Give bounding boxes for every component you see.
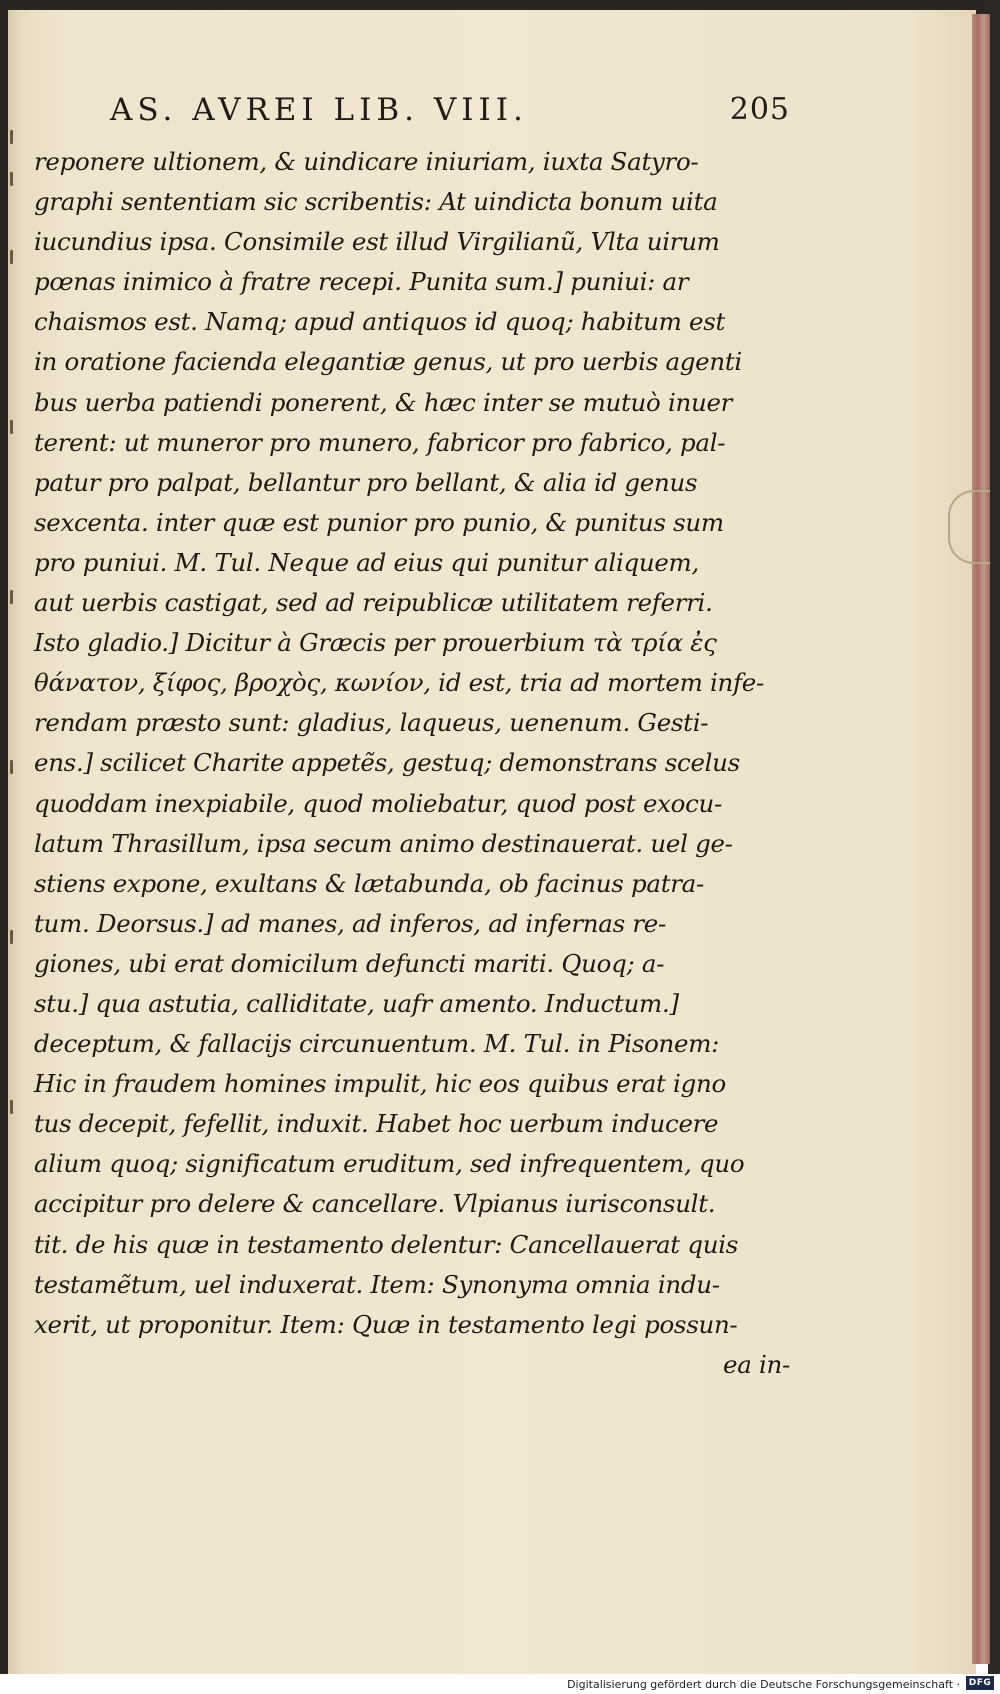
- body-text: [34, 142, 794, 1385]
- text-line: latum Thrasillum, ipsa secum animo destinauerat. uel ge-: [34, 828, 733, 858]
- text-line: chaismos est. Namq; apud antiquos id quoq; habitum est: [34, 307, 726, 337]
- gutter-mark: [10, 590, 13, 604]
- text-line: iucundius ipsa. Consimile est illud Virgilianũ, Vlta uirum: [34, 227, 720, 257]
- text-line: graphi sententiam sic scribentis: At uindicta bonum uita: [34, 187, 718, 217]
- text-line: bus uerba patiendi ponerent, & hæc inter se mutuò inuer: [34, 387, 733, 417]
- text-line: quoddam inexpiabile, quod moliebatur, quod post exocu-: [34, 788, 723, 818]
- dfg-logo: DFG: [966, 1676, 994, 1690]
- gutter-mark: [10, 930, 13, 944]
- catchword: ea in-: [723, 1349, 790, 1379]
- text-line: pro puniui. M. Tul. Neque ad eius qui punitur aliquem,: [34, 547, 699, 577]
- gutter-mark: [10, 250, 13, 264]
- text-line: ens.] scilicet Charite appetẽs, gestuq; demonstrans scelus: [34, 748, 740, 778]
- running-head: AS. AVREI LIB. VIII.: [110, 92, 528, 128]
- page-fore-edge: [972, 14, 990, 1664]
- text-line: aut uerbis castigat, sed ad reipublicæ utilitatem referri.: [34, 588, 713, 618]
- text-line: tit. de his quæ in testamento delentur: Cancellauerat quis: [34, 1229, 738, 1259]
- text-line: in oratione facienda elegantiæ genus, ut pro uerbis agenti: [34, 347, 742, 377]
- text-line: θάνατον, ξίφος, βροχὸς, κωνίον, id est, tria ad mortem infe-: [34, 668, 764, 698]
- text-line: tum. Deorsus.] ad manes, ad inferos, ad infernas re-: [34, 908, 666, 938]
- text-line: xerit, ut proponitur. Item: Quæ in testamento legi possun-: [34, 1309, 738, 1339]
- text-line: Isto gladio.] Dicitur à Græcis per prouerbium τὰ τρία ἐς: [34, 628, 717, 658]
- text-line: rendam præsto sunt: gladius, laqueus, uenenum. Gesti-: [34, 708, 709, 738]
- text-line: tus decepit, fefellit, induxit. Habet hoc uerbum inducere: [34, 1109, 719, 1139]
- gutter-mark: [10, 172, 13, 186]
- gutter-binding-marks: [8, 120, 20, 1320]
- text-line: pœnas inimico à fratre recepi. Punita sum.] puniui: ar: [34, 267, 689, 297]
- gutter-mark: [10, 760, 13, 774]
- gutter-mark: [10, 1100, 13, 1114]
- clasp-impression: [948, 490, 990, 564]
- text-line: testamẽtum, uel induxerat. Item: Synonyma omnia indu-: [34, 1269, 720, 1299]
- gutter-mark: [10, 130, 13, 144]
- text-line: Hic in fraudem homines impulit, hic eos quibus erat igno: [34, 1069, 726, 1099]
- funding-note: Digitalisierung gefördert durch die Deutsche Forschungsgemeinschaft ·: [567, 1678, 960, 1691]
- text-line: deceptum, & fallacijs circunuentum. M. Tul. in Pisonem:: [34, 1029, 720, 1059]
- gutter-mark: [10, 420, 13, 434]
- page-number: 205: [729, 92, 790, 127]
- text-line: giones, ubi erat domicilum defuncti mariti. Quoq; a-: [34, 948, 665, 978]
- text-line: accipitur pro delere & cancellare. Vlpianus iurisconsult.: [34, 1189, 716, 1219]
- text-line: stu.] qua astutia, calliditate, uafr amento. Inductum.]: [34, 988, 679, 1018]
- text-line: stiens expone, exultans & lætabunda, ob facinus patra-: [34, 868, 704, 898]
- page-header: [110, 92, 790, 132]
- text-line: patur pro palpat, bellantur pro bellant, & alia id genus: [34, 467, 698, 497]
- text-line: terent: ut muneror pro munero, fabricor pro fabrico, pal-: [34, 427, 726, 457]
- text-line: alium quoq; significatum eruditum, sed infrequentem, quo: [34, 1149, 745, 1179]
- text-line: sexcenta. inter quæ est punior pro punio, & punitus sum: [34, 507, 724, 537]
- text-line: reponere ultionem, & uindicare iniuriam, iuxta Satyro-: [34, 147, 699, 176]
